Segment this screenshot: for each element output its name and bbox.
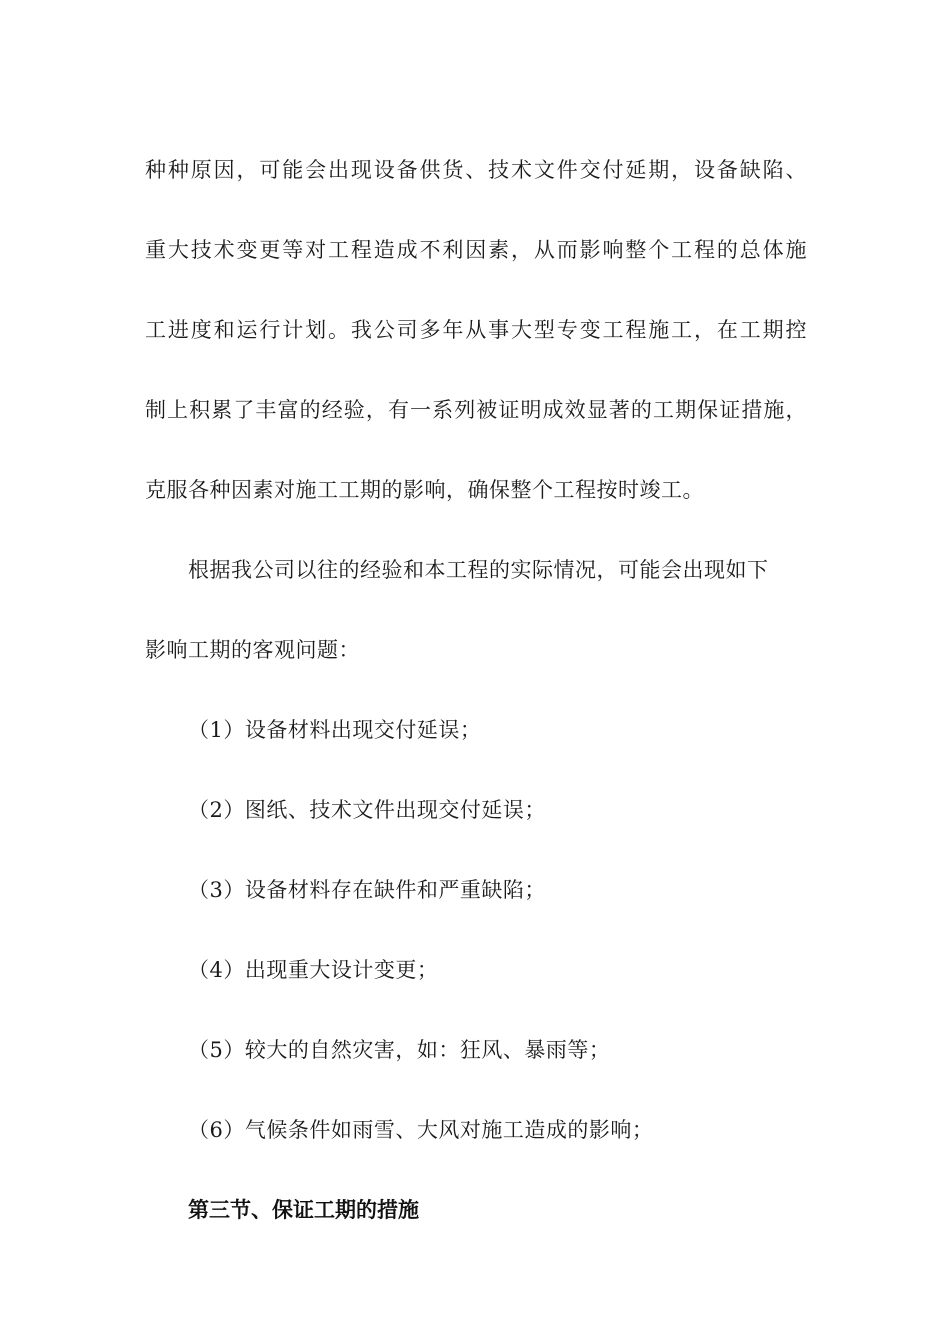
list-item: （5）较大的自然灾害，如：狂风、暴雨等；: [188, 1038, 611, 1062]
paragraph-line: 种种原因，可能会出现设备供货、技术文件交付延期，设备缺陷、: [145, 158, 807, 182]
paragraph-intro: [145, 530, 825, 690]
paragraph-line: 影响工期的客观问题：: [145, 638, 360, 662]
paragraph-line: 工进度和运行计划。我公司多年从事大型专变工程施工，在工期控: [145, 318, 807, 342]
paragraph-line: 制上积累了丰富的经验，有一系列被证明成效显著的工期保证措施，: [145, 398, 807, 422]
list-item: （1）设备材料出现交付延误；: [188, 718, 482, 742]
list-item: （6）气候条件如雨雪、大风对施工造成的影响；: [188, 1118, 654, 1142]
list-item: （2）图纸、技术文件出现交付延误；: [188, 798, 546, 822]
paragraph-line: 重大技术变更等对工程造成不利因素，从而影响整个工程的总体施: [145, 238, 807, 262]
paragraph-continuation: [145, 130, 825, 530]
paragraph-line: 克服各种因素对施工工期的影响，确保整个工程按时竣工。: [145, 478, 704, 502]
list-item: （3）设备材料存在缺件和严重缺陷；: [188, 878, 546, 902]
document-body: [145, 130, 825, 1250]
list-item: （4）出现重大设计变更；: [188, 958, 439, 982]
paragraph-line: 根据我公司以往的经验和本工程的实际情况，可能会出现如下: [188, 558, 769, 582]
issue-list: [145, 690, 825, 1170]
section-heading: 第三节、保证工期的措施: [188, 1198, 419, 1222]
